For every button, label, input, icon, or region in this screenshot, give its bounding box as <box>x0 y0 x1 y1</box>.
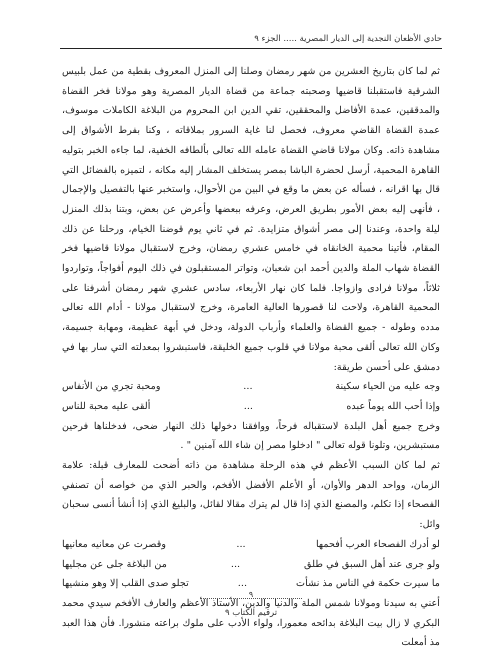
running-header: حادي الأظعان النجدية إلى الديار المصرية ..... الجزء ٩ <box>60 34 442 49</box>
verse-separator: ... <box>237 578 248 590</box>
verse-first-hemistich: وإذا أحب الله يوماً عبده <box>346 400 440 412</box>
verse-line <box>62 397 440 417</box>
page-number: ٩ <box>248 590 254 599</box>
verse-second-hemistich: من البلاغة جلى عن مجليها <box>62 558 167 570</box>
paragraph: أعني به سيدنا ومولانا شمس الملة والدنيا والدين، الأستاذ الأعظم والعارف الأفخم سيدي محمد البكري لا زال بيت البلاغة بدائحه معمورا، ولواء الأدب على ملوك براعته منشورا. فأن هذا العبد مذ أمعلت <box>62 597 440 649</box>
footer-caption: ترقيم الكتاب ٩ <box>224 608 278 618</box>
verse-first-hemistich: ولو جرى عند أهل السبق في طلق <box>304 558 440 570</box>
verse-separator: ... <box>243 381 253 393</box>
paragraph: ثم لما كان السبب الأعظم في هذه الرحلة مشاهدة من ذاته أضحت للمعارف قبلة: علامة الزمان، وواحد الدهر والأوان، أو الأعلم الأفضل الأفخم، والحبر الذي من خواصه أن تصنفي الفصحاء إذا تكلم، والمصنع الذي إذا قال لم يترك مقالا لقائل، والبليغ الذي إذا أنشأ أنسى سحبان وائل: <box>62 460 440 531</box>
verse-separator: ... <box>230 558 241 570</box>
paragraph: وخرج جميع أهل البلدة لاستقباله فرحاً، ووافقنا دخولها ذلك النهار ضحى، فدخلناها فرحين مستبشرين، وتلونا قوله تعالى " ادخلوا مصر إن شاء الله آمنين " . <box>62 420 440 452</box>
verse-second-hemistich: ومحبة تجري من الأنفاس <box>62 381 161 393</box>
verse-separator: ... <box>243 400 253 412</box>
verse-second-hemistich: ألقى عليه محبة للناس <box>62 400 151 412</box>
verse-first-hemistich: ما سيرت حكمة في الناس مذ نشأت <box>296 578 440 590</box>
verse-second-hemistich: تجلو صدى القلب إلا وهو منشيها <box>62 578 189 590</box>
paragraph: ثم لما كان بتاريخ العشرين من شهر رمضان وصلنا إلى المنزل المعروف بقطية من عمل بلبيس الشرقية فاستقبلنا قاضيها وصحبته جماعة من قضاة الديار المصرية وهو مولانا فخر القضاة والمدققين، عمدة الأفاضل والمحققين، تقي الدين ابن المحروم من البلاغة الكاملات موسوف، عمدة القضاة القاضي معروف، فحصل لنا غاية السرور بملاقاته ، وكنا بفرط الأشواق إلى مشاهدة ذاته. وكان مولانا قاضي القضاة عامله الله تعالى بألطافه الخفية، لما جاءه الخبر بتوليه القاهرة المحمية، أرسل لحضرة الباشا بمصر يستخلف المشار إليه مكانه ، لتميزه بالفضائل التي قال بها اقرانه ، فسأله عن بعض ما وقع في البين من الأحوال، واستخبر عنها بالتفصيل والإجمال ، فأنهى إليه بعض الأمور بطريق العرض، وعرفه ببعضها وأعرض عن بعض، وبتنا بذلك المنزل ليلة واحدة، وعندنا إلى مصر أشواق متزايدة. ثم في ثاني يوم قوضنا الخيام، ورحلنا عن ذلك المقام، فأتينا محمية الخانقاه في خامس عشري رمضان، وخرج لاستقبال مولانا قاضيها فخر القضاة شهاب الملة والدين أحمد ابن شعبان، وتواتر المستقبلون في ذلك اليوم أفواجاً، وتواردوا ثلاثاً، مولانا فرادى وازواجا. فلما كان نهار الأربعاء، سادس عشري شهر رمضان أشرفنا على المحمية القاهرة، ولاحت لنا قصورها العالية العامرة، وخرج لاستقبال مولانا - أدام الله تعالى مدده وطوله - جميع القضاة والعلماء وأرباب الدولة، ودخل في أبهة عظيمة، ومهابة جسيمة، وكان الله تعالى ألقى محبة مولانا في قلوب جميع الخليقة، فاستبشروا بمعدلته التي سار بها في دمشق على أحسن طريقة: <box>62 66 440 373</box>
verse-second-hemistich: وقصرت عن معانيه معانيها <box>62 538 167 550</box>
footer-divider <box>200 598 302 599</box>
verse-line <box>62 555 440 575</box>
verse-line <box>62 377 440 397</box>
verse-first-hemistich: لو أدرك الفصحاء العرب أفحمها <box>315 538 440 550</box>
body-text <box>62 62 440 653</box>
verse-line <box>62 535 440 555</box>
verse-first-hemistich: وجه عليه من الحياء سكينة <box>335 381 440 393</box>
verse-separator: ... <box>236 538 246 550</box>
